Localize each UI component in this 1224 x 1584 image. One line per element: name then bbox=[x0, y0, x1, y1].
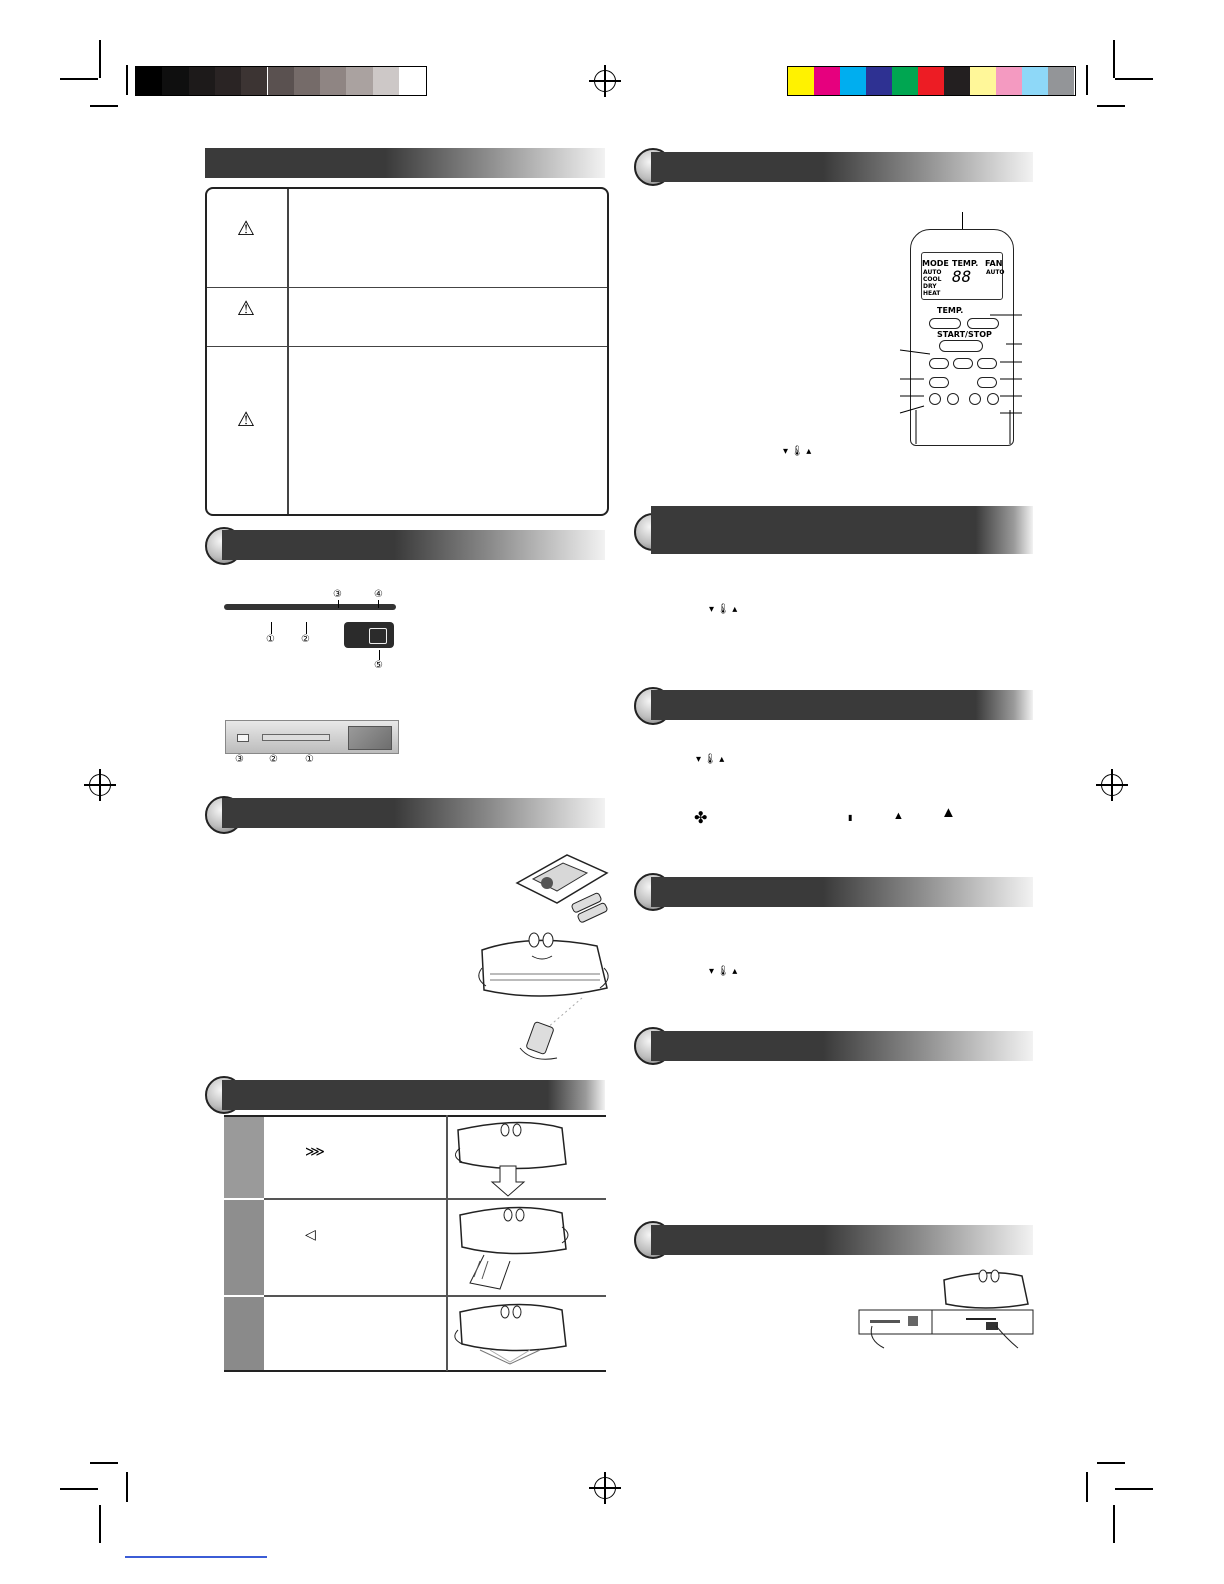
indicator-strip bbox=[224, 604, 396, 610]
color-swatch bbox=[1022, 67, 1048, 95]
fan-label: FAN bbox=[985, 259, 1003, 268]
callout-number: ④ bbox=[374, 589, 383, 600]
color-swatch bbox=[970, 67, 996, 95]
section-header-bar bbox=[651, 1031, 1033, 1061]
table-rule bbox=[264, 1295, 606, 1297]
table-row-header bbox=[224, 1200, 264, 1295]
crop-mark bbox=[99, 1505, 101, 1543]
table-rule bbox=[224, 1115, 606, 1117]
fan-speed-low-icon: ▮ bbox=[848, 813, 853, 822]
mode-auto: AUTO bbox=[923, 269, 942, 276]
mode-label: MODE bbox=[922, 259, 949, 268]
registration-mark bbox=[594, 1477, 616, 1499]
airflow-front-illustration bbox=[450, 1203, 602, 1293]
color-swatch bbox=[268, 67, 294, 95]
color-swatch bbox=[294, 67, 320, 95]
mode-cool: COOL bbox=[923, 276, 942, 283]
mode-heat: HEAT bbox=[923, 290, 941, 297]
footer-underline bbox=[125, 1556, 267, 1558]
color-swatch bbox=[892, 67, 918, 95]
color-swatch bbox=[1048, 67, 1074, 95]
color-swatch bbox=[814, 67, 840, 95]
color-swatch bbox=[241, 67, 267, 95]
registration-mark bbox=[1101, 774, 1123, 796]
color-swatch bbox=[320, 67, 346, 95]
indoor-unit-display-panel bbox=[225, 720, 399, 754]
callout-number: ⑤ bbox=[374, 660, 383, 671]
temp-adjust-symbol: ▾ 🌡 ▴ bbox=[783, 446, 812, 457]
safety-warnings-box bbox=[205, 187, 609, 516]
callout-number: ③ bbox=[333, 589, 342, 600]
color-swatch bbox=[136, 67, 162, 95]
section-header-bar bbox=[222, 1080, 605, 1110]
section-header-bar bbox=[651, 152, 1033, 182]
color-swatch bbox=[373, 67, 399, 95]
crop-mark bbox=[60, 78, 98, 80]
indicator-lamp bbox=[237, 734, 249, 742]
section-header-bar bbox=[651, 877, 1033, 907]
warning-triangle-icon: ⚠ bbox=[237, 218, 255, 240]
color-swatch bbox=[189, 67, 215, 95]
crop-mark bbox=[99, 40, 101, 78]
color-swatch bbox=[944, 67, 970, 95]
crop-mark bbox=[1113, 40, 1115, 78]
fan-icon: ✤ bbox=[694, 810, 708, 827]
warning-row bbox=[207, 347, 607, 512]
color-swatch bbox=[215, 67, 241, 95]
table-row-header bbox=[224, 1117, 264, 1198]
callout-line bbox=[271, 622, 272, 634]
table-rule bbox=[264, 1198, 606, 1200]
table-row-header bbox=[224, 1297, 264, 1370]
callout-line bbox=[338, 600, 339, 608]
section-header-bar bbox=[222, 530, 605, 560]
battery-installation-illustration bbox=[505, 835, 610, 930]
temp-adjust-symbol: ▾ 🌡 ▴ bbox=[709, 604, 738, 615]
temporary-switch-button bbox=[369, 628, 387, 644]
display-window bbox=[348, 726, 392, 750]
fan-speed-medium-icon: ▲ bbox=[893, 810, 904, 822]
table-rule bbox=[224, 1370, 606, 1372]
table-column-divider bbox=[446, 1115, 448, 1371]
crop-mark bbox=[1097, 1462, 1125, 1464]
warning-row bbox=[207, 287, 607, 347]
louver-swing-icon: ⋙ bbox=[305, 1143, 325, 1159]
crop-mark bbox=[126, 1472, 128, 1502]
temp-label: TEMP. bbox=[952, 259, 979, 268]
registration-mark bbox=[594, 70, 616, 92]
temp-adjust-symbol: ▾ 🌡 ▴ bbox=[696, 754, 725, 765]
temporary-switch-illustration bbox=[858, 1268, 1036, 1350]
color-swatch bbox=[399, 67, 425, 95]
airflow-down-illustration bbox=[450, 1118, 602, 1198]
color-swatch bbox=[788, 67, 814, 95]
color-swatch bbox=[918, 67, 944, 95]
crop-mark bbox=[1113, 1505, 1115, 1543]
section-header-bar bbox=[651, 1225, 1033, 1255]
callout-number: ② bbox=[301, 634, 310, 645]
color-swatch bbox=[996, 67, 1022, 95]
callout-number: ① bbox=[266, 634, 275, 645]
receiver-window bbox=[262, 734, 330, 741]
temp-button-label: TEMP. bbox=[937, 306, 964, 315]
color-bar-strip bbox=[787, 66, 1076, 96]
callout-line bbox=[962, 212, 963, 230]
color-swatch bbox=[866, 67, 892, 95]
crop-mark bbox=[1086, 1472, 1088, 1502]
temp-adjust-symbol: ▾ 🌡 ▴ bbox=[709, 966, 738, 977]
fan-speed-high-icon: ▲ bbox=[941, 804, 956, 821]
crop-mark bbox=[126, 65, 128, 95]
crop-mark bbox=[1115, 78, 1153, 80]
warning-triangle-icon: ⚠ bbox=[237, 409, 255, 431]
airflow-swing-illustration bbox=[450, 1300, 602, 1368]
crop-mark bbox=[1086, 65, 1088, 95]
color-swatch bbox=[162, 67, 188, 95]
section-header-bar bbox=[651, 690, 1033, 720]
section-header-bar bbox=[205, 148, 605, 178]
mode-dry: DRY bbox=[923, 283, 937, 290]
callout-line bbox=[379, 650, 380, 660]
callout-number: ③ bbox=[235, 754, 244, 765]
registration-mark bbox=[89, 774, 111, 796]
crop-mark bbox=[1115, 1488, 1153, 1490]
gray-step-strip bbox=[135, 66, 427, 96]
callout-number: ① bbox=[305, 754, 314, 765]
section-header-bar bbox=[222, 798, 605, 828]
remote-callout-lines bbox=[896, 310, 1026, 450]
temperature-digits: 88 bbox=[952, 267, 972, 286]
crop-mark bbox=[90, 105, 118, 107]
color-swatch bbox=[346, 67, 372, 95]
callout-line bbox=[306, 622, 307, 634]
crop-mark bbox=[90, 1462, 118, 1464]
crop-mark bbox=[1097, 105, 1125, 107]
fan-auto: AUTO bbox=[986, 269, 1005, 276]
color-swatch bbox=[840, 67, 866, 95]
remote-display bbox=[921, 252, 1003, 300]
callout-number: ② bbox=[269, 754, 278, 765]
section-header-bar-tall bbox=[651, 506, 1033, 554]
start-stop-label: START/STOP bbox=[937, 330, 992, 339]
crop-mark bbox=[60, 1488, 98, 1490]
indoor-unit-remote-illustration bbox=[472, 928, 612, 1068]
warning-row bbox=[207, 189, 607, 288]
callout-line bbox=[378, 600, 379, 608]
louver-direction-icon: ◁ bbox=[305, 1226, 316, 1242]
temporary-switch-panel bbox=[344, 622, 394, 648]
warning-triangle-icon: ⚠ bbox=[237, 298, 255, 320]
